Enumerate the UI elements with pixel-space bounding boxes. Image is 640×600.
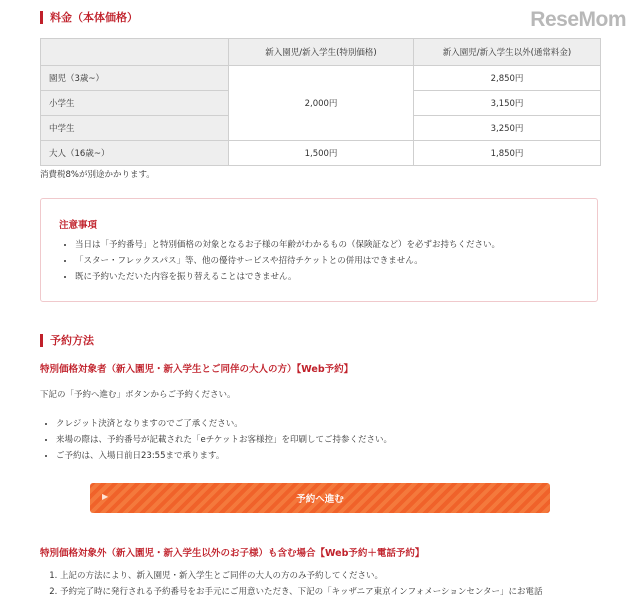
price-section-title: 料金（本体価格） [40, 11, 138, 24]
regular-price-adult: 1,850円 [414, 141, 601, 166]
table-header-blank [41, 39, 229, 66]
table-header-row [41, 39, 601, 66]
notice-list [63, 237, 500, 285]
play-arrow-icon: ▶ [102, 492, 109, 501]
regular-price-elementary: 3,150円 [414, 91, 601, 116]
list-item: • 来場の際は、予約番号が記載された「eチケットお客様控」を印刷してご持参ください。 [56, 432, 392, 448]
price-table [40, 38, 601, 166]
button-label: 予約へ進む [296, 494, 344, 505]
web-reservation-notes [44, 416, 392, 464]
phone-reservation-steps [48, 568, 543, 600]
table-row [41, 141, 601, 166]
row-label-kindergarten: 園児（3歳~） [41, 66, 229, 91]
row-label-adult: 大人（16歳~） [41, 141, 229, 166]
list-item: 1. 上記の方法により、新入園児・新入学生とご同伴の大人の方のみ予約してください。 [60, 568, 543, 584]
reservation-section-title: 予約方法 [40, 334, 94, 347]
notice-box [40, 198, 598, 302]
resemom-logo: ReseMom [530, 8, 626, 31]
regular-price-kindergarten: 2,850円 [414, 66, 601, 91]
row-label-junior-high: 中学生 [41, 116, 229, 141]
table-header-special: 新入園児/新入学生(特別価格) [229, 39, 414, 66]
row-label-elementary: 小学生 [41, 91, 229, 116]
list-item: • 「スター・フレックスパス」等、他の優待サービスや招待チケットとの併用はできません。 [75, 253, 500, 269]
table-row [41, 66, 601, 91]
web-reservation-heading: 特別価格対象者（新入園児・新入学生とご同伴の大人の方）【Web予約】 [40, 364, 354, 375]
special-price-child: 2,000円 [229, 66, 414, 141]
list-item: 2. 予約完了時に発行される予約番号をお手元にご用意いただき、下記の「キッザニア東京インフォメーションセンター」にお電話 [60, 584, 543, 600]
proceed-to-reservation-button[interactable] [90, 483, 550, 513]
tax-note: 消費税8%が別途かかります。 [40, 170, 155, 180]
notice-title: 注意事項 [59, 220, 98, 231]
list-item: • 当日は「予約番号」と特別価格の対象となるお子様の年齢がわかるもの（保険証など）を必ずお持ちください。 [75, 237, 500, 253]
table-header-regular: 新入園児/新入学生以外(通常料金) [414, 39, 601, 66]
regular-price-junior-high: 3,250円 [414, 116, 601, 141]
web-reservation-intro: 下記の「予約へ進む」ボタンからご予約ください。 [40, 390, 236, 400]
list-item: • クレジット決済となりますのでご了承ください。 [56, 416, 392, 432]
special-price-adult: 1,500円 [229, 141, 414, 166]
list-item: • ご予約は、入場日前日23:55まで承ります。 [56, 448, 392, 464]
list-item: • 既に予約いただいた内容を振り替えることはできません。 [75, 269, 500, 285]
phone-reservation-heading: 特別価格対象外（新入園児・新入学生以外のお子様）も含む場合【Web予約＋電話予約】 [40, 548, 425, 559]
